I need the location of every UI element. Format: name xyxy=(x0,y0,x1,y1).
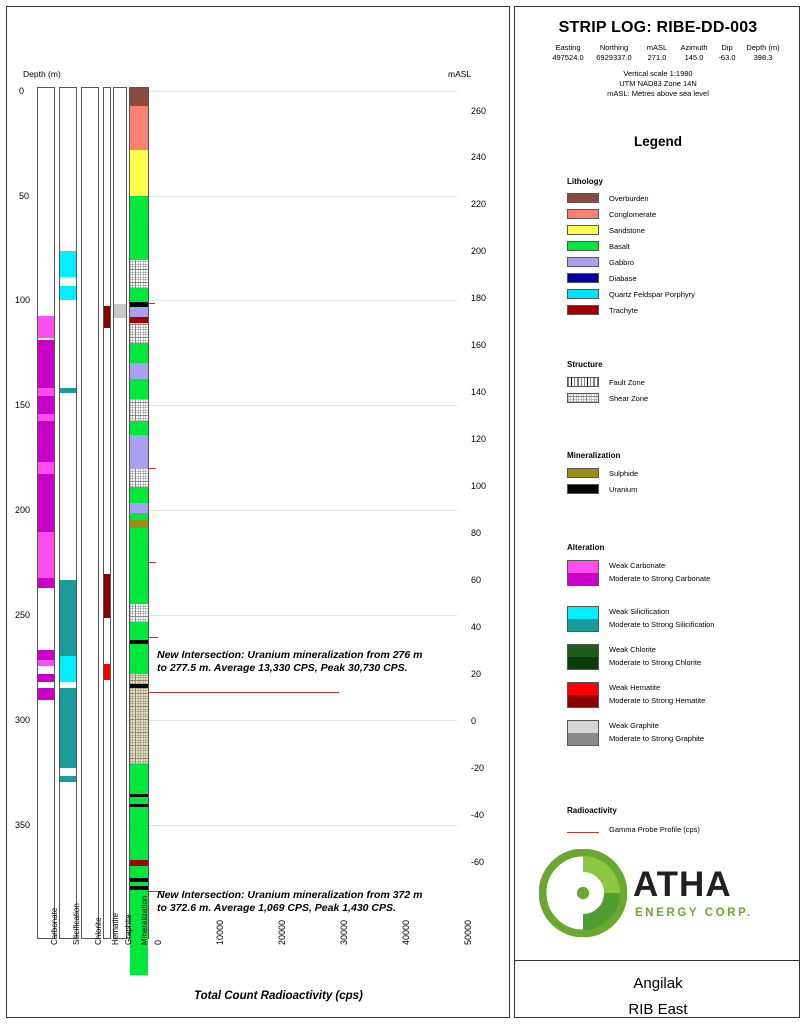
grid-line xyxy=(117,91,457,92)
gamma-trace xyxy=(149,562,156,563)
masl-tick: -40 xyxy=(471,810,485,820)
xaxis-title: Total Count Radioactivity (cps) xyxy=(194,990,363,1002)
depth-tick: 50 xyxy=(19,191,30,201)
grid-line xyxy=(117,510,457,511)
depth-tick: 300 xyxy=(15,715,31,725)
atha-logo-icon xyxy=(539,849,627,937)
x-tick: 0 xyxy=(153,939,163,945)
masl-tick: 160 xyxy=(471,340,487,350)
grid-line xyxy=(117,196,457,197)
legend-label-strong-graphite: Moderate to Strong Graphite xyxy=(609,734,705,743)
header-value-masl: 271.0 xyxy=(647,53,667,62)
legend-title: Legend xyxy=(633,134,682,149)
legend-swatch-sandstone xyxy=(567,225,599,235)
gamma-trace xyxy=(149,637,158,638)
legend-heading-alteration: Alteration xyxy=(567,543,605,552)
track-graphite xyxy=(113,87,127,939)
page-title: STRIP LOG: RIBE-DD-003 xyxy=(558,19,758,36)
depth-tick: 150 xyxy=(15,400,31,410)
legend-label-sandstone: Sandstone xyxy=(609,226,645,235)
legend-swatch-overburden xyxy=(567,193,599,203)
column-title-silicification: Silicification xyxy=(72,903,81,945)
legend-swatch-sulphide xyxy=(567,468,599,478)
legend-swatch-graphite xyxy=(567,720,599,746)
annotation-2: New Intersection: Uranium mineralization from 372 m to 372.6 m. Average 1,069 CPS, Peak 1,430 CPS. xyxy=(157,889,423,914)
gamma-trace xyxy=(149,468,156,469)
legend-label-trachyte: Trachyte xyxy=(609,306,638,315)
legend-label-strong-carbonate: Moderate to Strong Carbonate xyxy=(609,574,711,583)
header-label-masl: mASL xyxy=(646,43,668,52)
header-value-northing: 6929337.0 xyxy=(596,53,632,62)
legend-swatch-gabbro xyxy=(567,257,599,267)
track-mineralization xyxy=(129,87,149,939)
legend-swatch-conglomerate xyxy=(567,209,599,219)
x-tick: 20000 xyxy=(277,919,287,945)
legend-swatch-trachyte xyxy=(567,305,599,315)
footer-project: Angilak xyxy=(633,975,683,992)
depth-tick: 250 xyxy=(15,610,31,620)
legend-panel xyxy=(514,6,800,1018)
legend-label-conglomerate: Conglomerate xyxy=(609,210,657,219)
masl-tick: 240 xyxy=(471,152,487,162)
header-value-easting: 497524.0 xyxy=(552,53,584,62)
column-title-chlorite: Chlorite xyxy=(94,917,103,945)
masl-tick: 120 xyxy=(471,434,487,444)
legend-label-diabase: Diabase xyxy=(609,274,637,283)
header-value-depth: 398.3 xyxy=(753,53,773,62)
grid-line xyxy=(117,405,457,406)
masl-tick: 140 xyxy=(471,387,487,397)
footer-area: RIB East xyxy=(628,1001,688,1018)
legend-label-gabbro: Gabbro xyxy=(609,258,635,267)
legend-label-weak-graphite: Weak Graphite xyxy=(609,721,659,730)
legend-label-uranium: Uranium xyxy=(609,485,638,494)
legend-label-weak-silicification: Weak Silicification xyxy=(609,607,670,616)
legend-swatch-silicification xyxy=(567,606,599,632)
column-title-carbonate: Carbonate xyxy=(50,907,59,945)
header-value-azimuth: 145.0 xyxy=(684,53,704,62)
legend-heading-lithology: Lithology xyxy=(567,177,603,186)
legend-label-weak-chlorite: Weak Chlorite xyxy=(609,645,656,654)
track-hematite xyxy=(103,87,111,939)
column-title-graphite: Graphite xyxy=(124,914,133,945)
legend-swatch-qfp xyxy=(567,289,599,299)
legend-label-weak-hematite: Weak Hematite xyxy=(609,683,661,692)
masl-tick: 40 xyxy=(471,622,482,632)
legend-label-strong-hematite: Moderate to Strong Hematite xyxy=(609,696,706,705)
gamma-trace xyxy=(149,303,155,304)
panel-divider xyxy=(514,960,800,961)
legend-label-overburden: Overburden xyxy=(609,194,649,203)
column-title-mineralization: Mineralization xyxy=(140,895,149,945)
annotation-1: New Intersection: Uranium mineralization from 276 m to 277.5 m. Average 13,330 CPS, Peak 30,730 CPS. xyxy=(157,649,423,674)
masl-tick: -20 xyxy=(471,763,485,773)
masl-tick: 80 xyxy=(471,528,482,538)
x-tick: 30000 xyxy=(339,919,349,945)
masl-tick: 220 xyxy=(471,199,487,209)
masl-axis-label: mASL xyxy=(448,69,472,79)
legend-swatch-fault-zone xyxy=(567,377,599,387)
header-label-dip: Dip xyxy=(721,43,733,52)
header-label-depth: Depth (m) xyxy=(746,43,780,52)
legend-label-basalt: Basalt xyxy=(609,242,630,251)
x-tick: 50000 xyxy=(463,919,473,945)
legend-label-shear-zone: Shear Zone xyxy=(609,394,649,403)
legend-heading-mineralization: Mineralization xyxy=(567,451,621,460)
track-silicification xyxy=(59,87,77,939)
column-title-hematite: Hematite xyxy=(111,912,120,945)
legend-swatch-diabase xyxy=(567,273,599,283)
header-label-easting: Easting xyxy=(555,43,581,52)
legend-swatch-uranium xyxy=(567,484,599,494)
grid-line xyxy=(117,720,457,721)
masl-tick: 100 xyxy=(471,481,487,491)
depth-tick: 350 xyxy=(15,820,31,830)
subinfo-scale: Vertical scale 1:1980 xyxy=(623,69,693,78)
subinfo-utm: UTM NAD83 Zone 14N xyxy=(619,79,697,88)
grid-line xyxy=(117,825,457,826)
grid-line xyxy=(117,300,457,301)
legend-swatch-shear-zone xyxy=(567,393,599,403)
legend-label-sulphide: Sulphide xyxy=(609,469,639,478)
legend-swatch-hematite xyxy=(567,682,599,708)
strip-log-panel xyxy=(6,6,510,1018)
depth-tick: 0 xyxy=(19,86,25,96)
track-carbonate xyxy=(37,87,55,939)
masl-tick: 200 xyxy=(471,246,487,256)
masl-tick: 0 xyxy=(471,716,477,726)
header-label-azimuth: Azimuth xyxy=(680,43,708,52)
depth-axis-label: Depth (m) xyxy=(23,69,61,79)
x-tick: 40000 xyxy=(401,919,411,945)
gamma-trace xyxy=(149,692,339,693)
legend-label-gamma-probe: Gamma Probe Profile (cps) xyxy=(609,825,700,834)
masl-tick: 60 xyxy=(471,575,482,585)
track-chlorite xyxy=(81,87,99,939)
legend-swatch-basalt xyxy=(567,241,599,251)
depth-tick: 100 xyxy=(15,295,31,305)
legend-heading-radioactivity: Radioactivity xyxy=(567,806,617,815)
legend-label-strong-chlorite: Moderate to Strong Chlorite xyxy=(609,658,702,667)
grid-line xyxy=(117,615,457,616)
legend-label-qfp: Quartz Feldspar Porphyry xyxy=(609,290,695,299)
legend-label-weak-carbonate: Weak Carbonate xyxy=(609,561,666,570)
legend-label-strong-silicification: Moderate to Strong Silicification xyxy=(609,620,715,629)
masl-tick: 180 xyxy=(471,293,487,303)
masl-tick: 260 xyxy=(471,106,487,116)
masl-tick: 20 xyxy=(471,669,482,679)
x-tick: 10000 xyxy=(215,919,225,945)
legend-swatch-carbonate xyxy=(567,560,599,586)
header-value-dip: -63.0 xyxy=(718,53,736,62)
depth-tick: 200 xyxy=(15,505,31,515)
legend-label-fault-zone: Fault Zone xyxy=(609,378,645,387)
legend-heading-structure: Structure xyxy=(567,360,603,369)
brand-subtitle: ENERGY CORP. xyxy=(635,907,753,919)
header-label-northing: Northing xyxy=(599,43,629,52)
legend-swatch-chlorite xyxy=(567,644,599,670)
masl-tick: -60 xyxy=(471,857,485,867)
legend-swatch-gamma-probe xyxy=(567,832,599,833)
brand-name: ATHA xyxy=(633,865,732,904)
subinfo-masl: mASL: Metres above sea level xyxy=(607,89,709,98)
